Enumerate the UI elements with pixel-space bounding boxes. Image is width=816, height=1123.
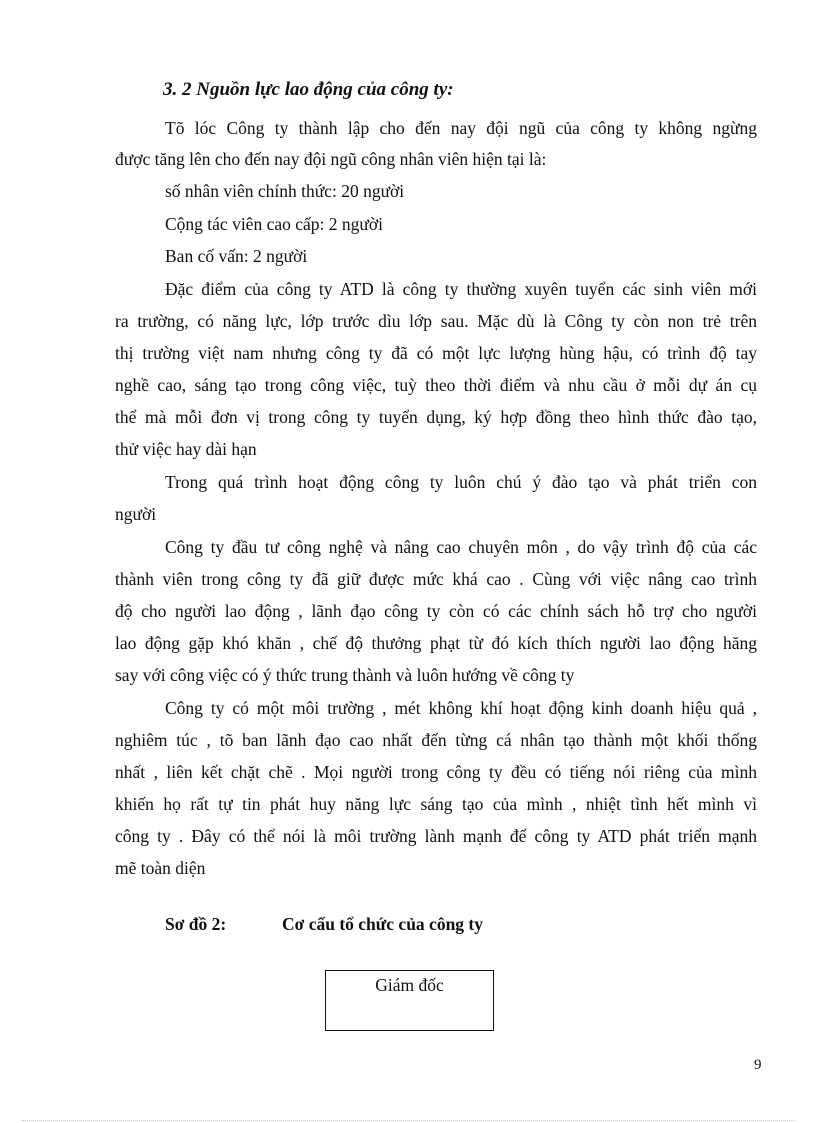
footer-divider — [22, 1120, 794, 1121]
paragraph-line: khiến họ rất tự tin phát huy năng lực sáng tạo của mình , nhiệt tình hết mình vì — [115, 794, 757, 814]
paragraph-line: nghiêm túc , tõ ban lãnh đạo cao nhất đến từng cá nhân tạo thành một khối thống — [115, 730, 757, 750]
paragraph-line: người — [115, 504, 157, 524]
diagram-label: Sơ đồ 2: — [165, 914, 227, 934]
paragraph-line: Công ty có một môi trường , mét không khí hoạt động kinh doanh hiệu quả , — [165, 698, 757, 718]
paragraph-line: lao động gặp khó khăn , chế độ thưởng phạt từ đó kích thích người lao động hăng — [115, 633, 757, 653]
section-heading: 3. 2 Nguồn lực lao động của công ty: — [163, 79, 454, 100]
paragraph-line: ra trường, có năng lực, lớp trước dìu lớp sau. Mặc dù là Công ty còn non trẻ trên — [115, 311, 757, 331]
paragraph-line: Trong quá trình hoạt động công ty luôn chú ý đào tạo và phát triển con — [165, 472, 757, 492]
paragraph-line: thể mà mỗi đơn vị trong công ty tuyển dụng, ký hợp đồng theo hình thức đào tạo, — [115, 407, 757, 427]
paragraph-line: mẽ toàn diện — [115, 858, 206, 878]
paragraph-line: thành viên trong công ty đã giữ được mức khá cao . Cùng với việc nâng cao trình — [115, 569, 757, 589]
org-chart-director-box — [325, 970, 494, 1031]
diagram-title: Cơ cấu tổ chức của công ty — [282, 914, 484, 934]
paragraph-line: say với công việc có ý thức trung thành và luôn hướng về công ty — [115, 665, 575, 685]
paragraph-line: độ cho người lao động , lãnh đạo công ty còn có các chính sách hỗ trợ cho người — [115, 601, 757, 621]
paragraph-line: thị trường việt nam nhưng công ty đã có một lực lượng hùng hậu, có trình độ tay — [115, 343, 757, 363]
staff-senior-count: Cộng tác viên cao cấp: 2 người — [165, 214, 383, 234]
staff-official-count: số nhân viên chính thức: 20 người — [165, 181, 405, 201]
paragraph-line: Đặc điểm của công ty ATD là công ty thường xuyên tuyển các sinh viên mới — [165, 279, 757, 299]
staff-advisor-count: Ban cố vấn: 2 người — [165, 246, 308, 266]
paragraph-line: thử việc hay dài hạn — [115, 439, 257, 459]
paragraph-line: được tăng lên cho đến nay đội ngũ công nhân viên hiện tại là: — [115, 149, 547, 169]
paragraph-line: Tõ lóc Công ty thành lập cho đến nay đội ngũ của công ty không ngừng — [165, 118, 757, 138]
paragraph-line: nghề cao, sáng tạo trong công việc, tuỳ theo thời điểm và nhu cầu ở mỗi dự án cụ — [115, 375, 757, 395]
paragraph-line: công ty . Đây có thể nói là môi trường lành mạnh để công ty ATD phát triển mạnh — [115, 826, 757, 846]
paragraph-line: nhất , liên kết chặt chẽ . Mọi người trong công ty đều có tiếng nói riêng của mình — [115, 762, 757, 782]
paragraph-line: Công ty đầu tư công nghệ và nâng cao chuyên môn , do vậy trình độ của các — [165, 537, 757, 557]
page-number: 9 — [754, 1057, 762, 1073]
org-chart-director-label: Giám đốc — [375, 975, 444, 995]
